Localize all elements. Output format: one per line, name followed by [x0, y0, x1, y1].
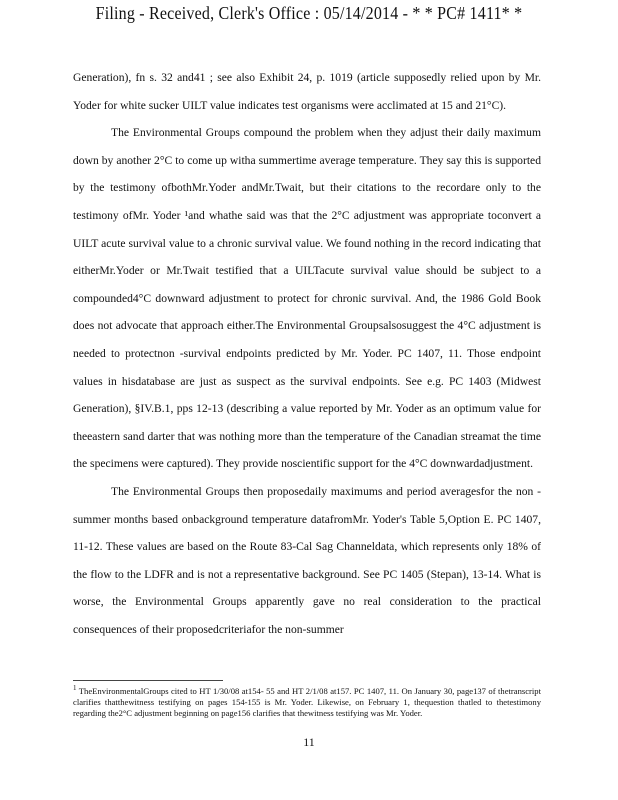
filing-header: Filing - Received, Clerk's Office : 05/14/2014 - * * PC# 1411* *	[95, 4, 523, 24]
footnote	[73, 686, 541, 719]
paragraph-non-summer: The Environmental Groups then proposedaily maximums and period averagesfor the non -summer months based onbackground temperature datafromMr. Yoder's Table 5,Option E. PC 1407, 11-12. These values are based on the Route 83-Cal Sag Channeldata, which represents only 18% of the flow to the LDFR and is not a representative background. See PC 1405 (Stepan), 13-14. What is worse, the Environmental Groups apparently gave no real consideration to the practical consequences of their proposedcriteriafor the non-summer	[73, 484, 541, 636]
body-text	[73, 64, 541, 643]
footnote-text: TheEnvironmentalGroups cited to HT 1/30/08 at154- 55 and HT 2/1/08 at157. PC 1407, 11. On January 30, page137 of thetranscript clarifies thatthewitness testifying on pages 154-155 is Mr. Yoder. Likewise, on February 1, thequestion thatled to thetestimony regarding the2°C adjustment beginning on page156 clarifies that thewitness testifying was Mr. Yoder.	[73, 686, 541, 718]
footnote-mark: 1	[73, 684, 77, 693]
paragraph-continuation: Generation), fn s. 32 and41 ; see also Exhibit 24, p. 1019 (article supposedly relied upon by Mr. Yoder for white sucker UILT value indicates test organisms were acclimated at 15 and 21°C).	[73, 71, 541, 112]
footnotes	[73, 686, 541, 719]
page-number: 11	[303, 735, 315, 749]
footnote-divider	[73, 680, 223, 681]
paragraph-adjustment: The Environmental Groups compound the problem when they adjust their daily maximum down by another 2°C to come up witha summertime average temperature. They say this is supported by the testimony ofbothMr.Yoder andMr.Twait, but their citations to the recordare only to the testimony ofMr. Yoder ¹and whathe said was that the 2°C adjustment was appropriate toconvert a UILT acute survival value to a chronic survival value. We found nothing in the record indicating that eitherMr.Yoder or Mr.Twait testified that a UILTacute survival value should be subject to a compounded4°C downward adjustment to protect for chronic survival. And, the 1986 Gold Book does not advocate that approach either.The Environmental Groupsalsosuggest the 4°C adjustment is needed to protectnon -survival endpoints predicted by Mr. Yoder. PC 1407, 11. Those endpoint values in hisdatabase are just as suspect as the survival endpoints. See e.g. PC 1403 (Midwest Generation), §IV.B.1, pps 12-13 (describing a value reported by Mr. Yoder as an optimum value for theeastern sand darter that was nothing more than the temperature of the Canadian streamat the time the specimens were captured). They provide noscientific support for the 4°C downwardadjustment.	[73, 126, 541, 471]
